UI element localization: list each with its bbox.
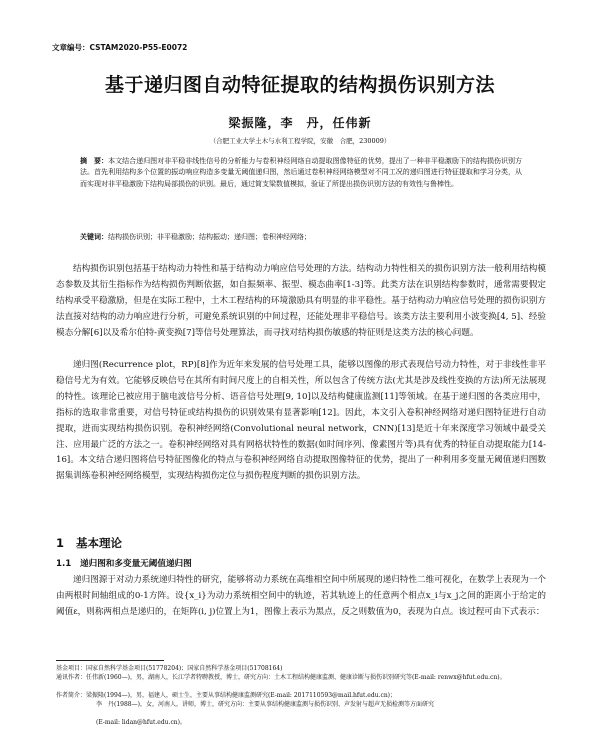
section-heading-1 xyxy=(56,535,122,551)
footnote-author-1: 作者简介：梁振隆(1994—)，男，福建人，硕士生，主要从事结构健康监测研究(E-mail: 2017110593@mail.hfut.edu.cn)； xyxy=(56,692,397,699)
subsection-heading-1-1 xyxy=(56,557,192,569)
footnote-corresponding-author: 通讯作者：任伟新(1960—)，男，湖南人，长江学者特聘教授，博士，研究方向：土木工程结构健康监测、健康诊断与损伤识别研究等(E-mail: renwx@hfut.edu.cn)。 xyxy=(56,674,506,681)
body-paragraph-2: 递归图(Recurrence plot，RP)[8]作为近年来发展的信号处理工具，能够以图像的形式表现信号动力特性，对于非线性非平稳信号尤为有效。它能够反映信号在其所有时间尺度上的自相关性，所以包含了传统方法(尤其是涉及线性变换的方法)所无法展现的特性。该理论已被应用于脑电波信号分析、语音信号处理[9, 10]以及结构健康监测[11]等领域。在基于递归图的各类应用中，指标的选取非常重要，对信号特征或结构损伤的识别效果有显著影响[12]。因此，本文引入卷积神经网络对递归图特征进行自动提取，进而实现结构损伤识别。卷积神经网络(Convolutional neural network，CNN)[13]是近十年来深度学习领域中最受关注、应用最广泛的方法之一。卷积神经网络对具有网格状特性的数据(如时间序列、像素图片等)具有优秀的特征自动提取能力[14-16]。本文结合递归图将信号特征图像化的特点与卷积神经网络自动提取图像特征的优势，提出了一种利用多变量无阈值递归图数据集训练卷积神经网络模型，实现结构损伤定位与损伤程度判断的损伤识别方法。 xyxy=(56,360,546,482)
abstract-label: 摘 要： xyxy=(80,157,109,165)
keywords-text: 结构损伤识别；非平稳激励；结构振动；递归图；卷积神经网络； xyxy=(108,233,311,241)
body-paragraph-1: 结构损伤识别包括基于结构动力特性和基于结构动力响应信号处理的方法。结构动力特性相关的损伤识别方法一般利用结构模态参数及其衍生指标作为结构损伤判断依据，如自振频率、振型、模态曲率[1-3]等。此类方法在识别结构参数时，通常需要假定结构承受平稳激励，但是在实际工程中，土木工程结构的环境激励具有明显的非平稳性。基于结构动力响应信号处理的损伤识别方法直接对结构的动力响应进行分析，可避免系统识别的中间过程，还能处理非平稳信号。该类方法主要利用小波变换[4, 5]、经验模态分解[6]以及希尔伯特-黄变换[7]等信号处理算法，而寻找对结构损伤敏感的特征则是这类方法的核心问题。 xyxy=(56,264,546,338)
abstract xyxy=(80,156,522,190)
keywords xyxy=(80,232,522,242)
footnote-author-2: 李 丹(1988—)，女，河南人，讲师，博士，研究方向：主要从事结构健康监测与损伤识别、声发射与超声无损检测等方面研究 xyxy=(96,701,434,708)
paper-title: 基于递归图自动特征提取的结构损伤识别方法 xyxy=(104,74,495,96)
section-title: 基本理论 xyxy=(76,536,122,550)
section-number: 1 xyxy=(56,536,65,550)
footnote-author-2-email: (E-mail: lidan@hfut.edu.cn)。 xyxy=(96,719,187,726)
subsection-title: 递归图和多变量无阈值递归图 xyxy=(80,559,192,569)
keywords-label: 关键词： xyxy=(80,233,108,241)
document-number: 文章编号：CSTAM2020-P55-E0072 xyxy=(52,43,188,52)
author-list: 梁振隆，李 丹，任伟新 xyxy=(228,116,372,130)
subsection-number: 1.1 xyxy=(56,559,72,569)
abstract-text: 本文结合递归图对非平稳非线性信号的分析能力与卷积神经网络自动提取图像特征的优势，提出了一种非平稳激励下的结构损伤识别方法。首先利用结构多个位置的振动响应构造多变量无阈值递归图，然后通过卷积神经网络模型对不同工况的递归图进行特征提取和学习分类，从而实现对非平稳激励下结构局部损伤的识别。最后，通过简支梁数值模拟，验证了所提出损伤识别方法的有效性与鲁棒性。 xyxy=(80,157,523,188)
body-paragraph-3: 递归图源于对动力系统递归特性的研究，能够将动力系统在高维相空间中所展现的递归特性二维可视化，在数学上表现为一个由两根时间轴组成的0-1方阵。设{x_i}为动力系统相空间中的轨迹，若其轨迹上的任意两个相点x_i与x_j之间的距离小于给定的阈值ε，则称两相点是递归的，在矩阵(i, j)位置上为1，图像上表示为黑点，反之则数值为0，表现为白点。该过程可由下式表示： xyxy=(56,575,546,617)
footnote-rule xyxy=(56,660,164,661)
footnote-fund: 基金项目：国家自然科学基金项目(51778204)；国家自然科学基金项目(51708164) xyxy=(56,665,283,672)
affiliation: （合肥工业大学土木与水利工程学院，安徽 合肥，230009） xyxy=(209,137,391,145)
